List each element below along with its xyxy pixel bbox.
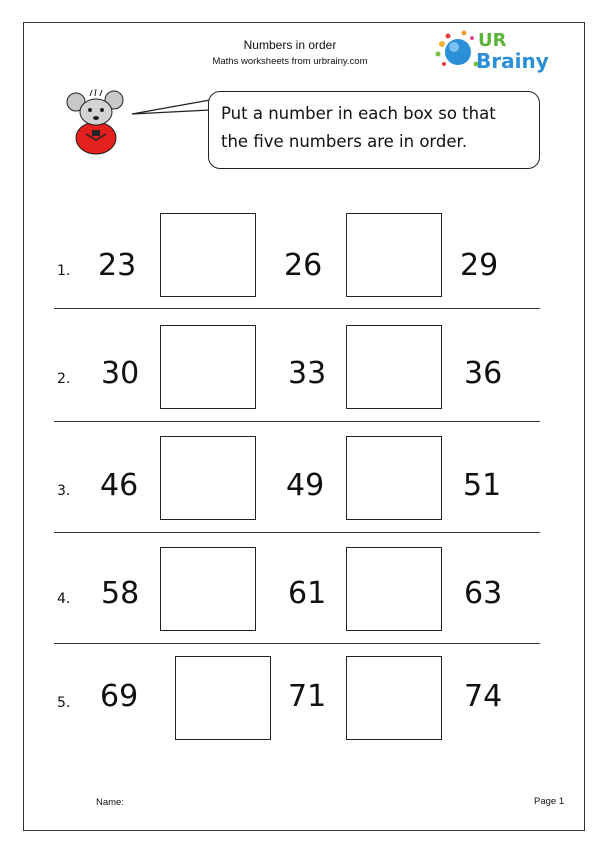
question-row-1 [54,210,540,320]
given-number-c: 74 [464,679,503,714]
answer-box-1[interactable] [160,213,256,297]
answer-box-2[interactable] [346,656,442,740]
worksheet-title: Numbers in order [243,38,337,52]
urbrainy-logo [432,24,552,76]
speech-bubble [208,91,540,169]
question-row-2 [54,322,540,432]
answer-box-1[interactable] [175,656,271,740]
given-number-b: 33 [288,356,327,391]
question-number: 1. [57,263,71,279]
answer-box-2[interactable] [346,436,442,520]
question-row-3 [54,433,540,543]
answer-box-2[interactable] [346,547,442,631]
given-number-c: 51 [463,468,502,503]
mouse-mascot-icon [62,86,134,156]
given-number-c: 36 [464,356,503,391]
given-number-c: 29 [460,248,499,283]
answer-box-1[interactable] [160,547,256,631]
answer-box-2[interactable] [346,213,442,297]
question-number: 2. [57,371,71,387]
question-number: 3. [57,483,71,499]
question-row-5 [54,653,540,763]
question-row-4 [54,544,540,654]
logo-text-ur: UR [478,30,507,51]
answer-box-1[interactable] [160,436,256,520]
worksheet-subtitle: Maths worksheets from urbrainy.com [212,56,368,67]
given-number-c: 63 [464,576,503,611]
row-divider [54,643,540,644]
answer-box-1[interactable] [160,325,256,409]
name-label: Name: [96,797,124,808]
speech-bubble-tail [130,96,212,120]
given-number-a: 58 [101,576,140,611]
given-number-b: 71 [288,679,327,714]
given-number-b: 61 [288,576,327,611]
row-divider [54,308,540,309]
instruction-text [221,100,531,156]
row-divider [54,532,540,533]
answer-box-2[interactable] [346,325,442,409]
page-number: Page 1 [534,796,565,807]
question-number: 5. [57,695,71,711]
row-divider [54,421,540,422]
given-number-a: 69 [100,679,139,714]
given-number-a: 46 [100,468,139,503]
given-number-a: 30 [101,356,140,391]
given-number-b: 49 [286,468,325,503]
given-number-a: 23 [98,248,137,283]
instruction-line-2: the five numbers are in order. [221,132,468,151]
logo-text-brainy: Brainy [476,49,549,73]
given-number-b: 26 [284,248,323,283]
question-number: 4. [57,591,71,607]
instruction-line-1: Put a number in each box so that [221,104,496,123]
